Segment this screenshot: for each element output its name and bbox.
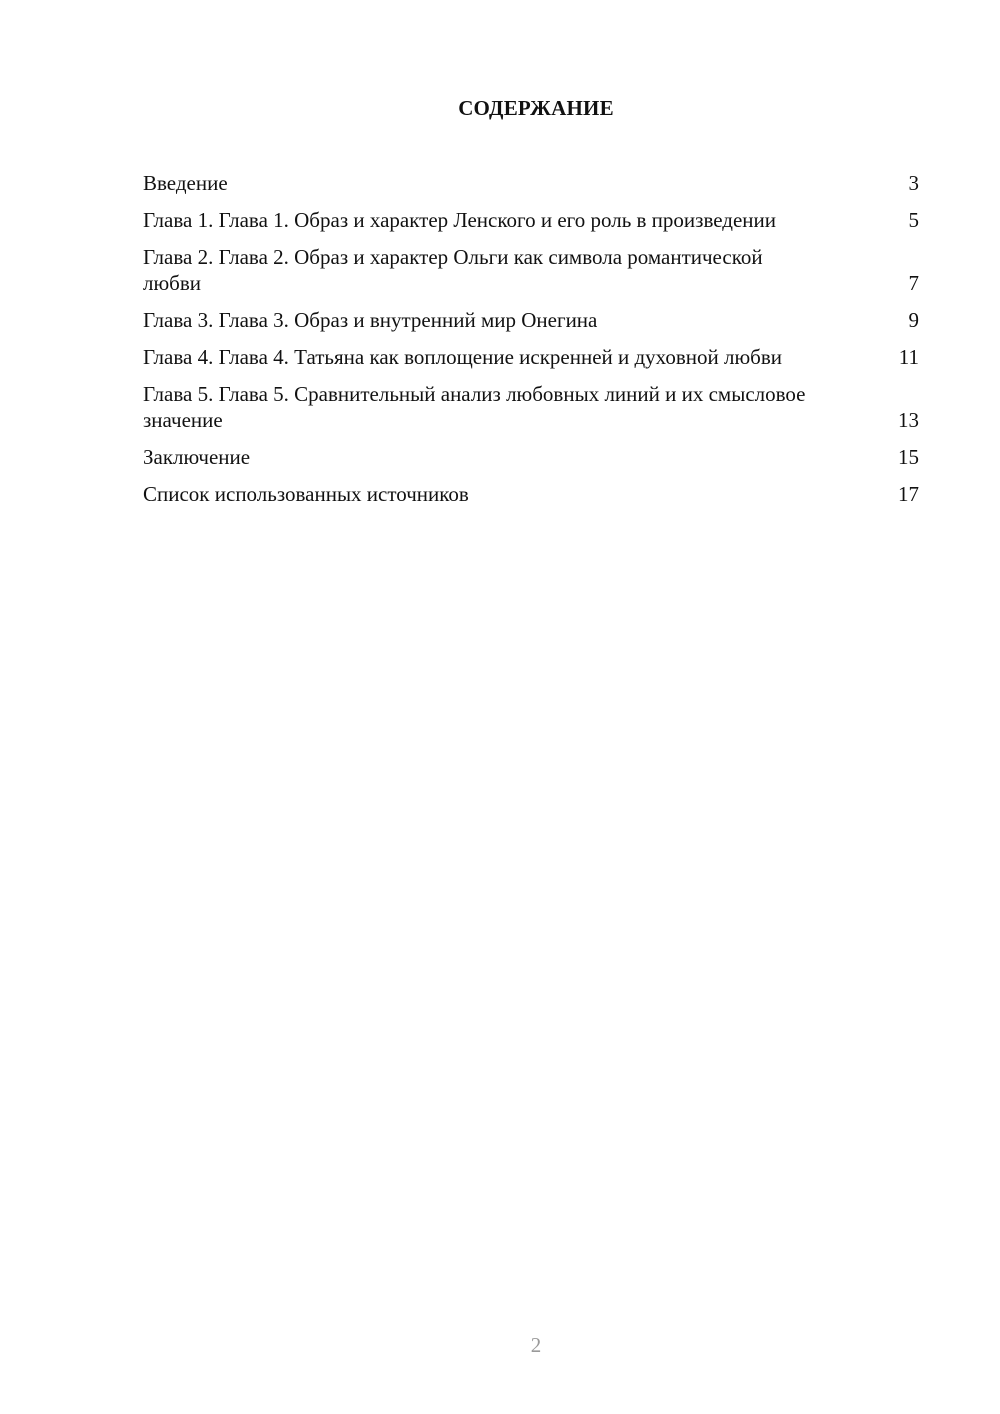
- toc-entry-page: 9: [908, 308, 919, 332]
- table-of-contents: [143, 170, 919, 518]
- toc-entry-page: 15: [898, 445, 919, 469]
- toc-title: СОДЕРЖАНИЕ: [458, 96, 614, 120]
- toc-entry-label: Заключение: [143, 445, 251, 469]
- toc-entry-label: Глава 3. Глава 3. Образ и внутренний мир Онегина: [143, 308, 598, 332]
- toc-entry-page: 11: [898, 345, 919, 369]
- toc-entry-label: Глава 5. Глава 5. Сравнительный анализ любовных линий и их смысловое значение: [143, 382, 806, 432]
- toc-entry-page: 17: [898, 482, 919, 506]
- toc-entry-page: 13: [898, 408, 919, 432]
- toc-entry-label: Глава 4. Глава 4. Татьяна как воплощение искренней и духовной любви: [143, 345, 783, 369]
- toc-entry-page: 3: [908, 171, 919, 195]
- toc-entry-chapter-2[interactable]: [143, 244, 919, 296]
- toc-entry-label: Введение: [143, 171, 228, 195]
- toc-entry-label: Список использованных источников: [143, 482, 469, 506]
- toc-entry-page: 5: [908, 208, 919, 232]
- toc-entry-introduction[interactable]: [143, 170, 919, 196]
- toc-entry-chapter-5[interactable]: [143, 381, 919, 433]
- toc-entry-label: Глава 1. Глава 1. Образ и характер Ленского и его роль в произведении: [143, 208, 777, 232]
- toc-entry-chapter-1[interactable]: [143, 207, 919, 233]
- toc-entry-page: 7: [908, 271, 919, 295]
- toc-entry-conclusion[interactable]: [143, 444, 919, 470]
- page-number: 2: [530, 1333, 542, 1357]
- toc-entry-label: Глава 2. Глава 2. Образ и характер Ольги как символа романтической любви: [143, 245, 763, 295]
- toc-entry-chapter-3[interactable]: [143, 307, 919, 333]
- toc-entry-chapter-4[interactable]: [143, 344, 919, 370]
- toc-entry-references[interactable]: [143, 481, 919, 507]
